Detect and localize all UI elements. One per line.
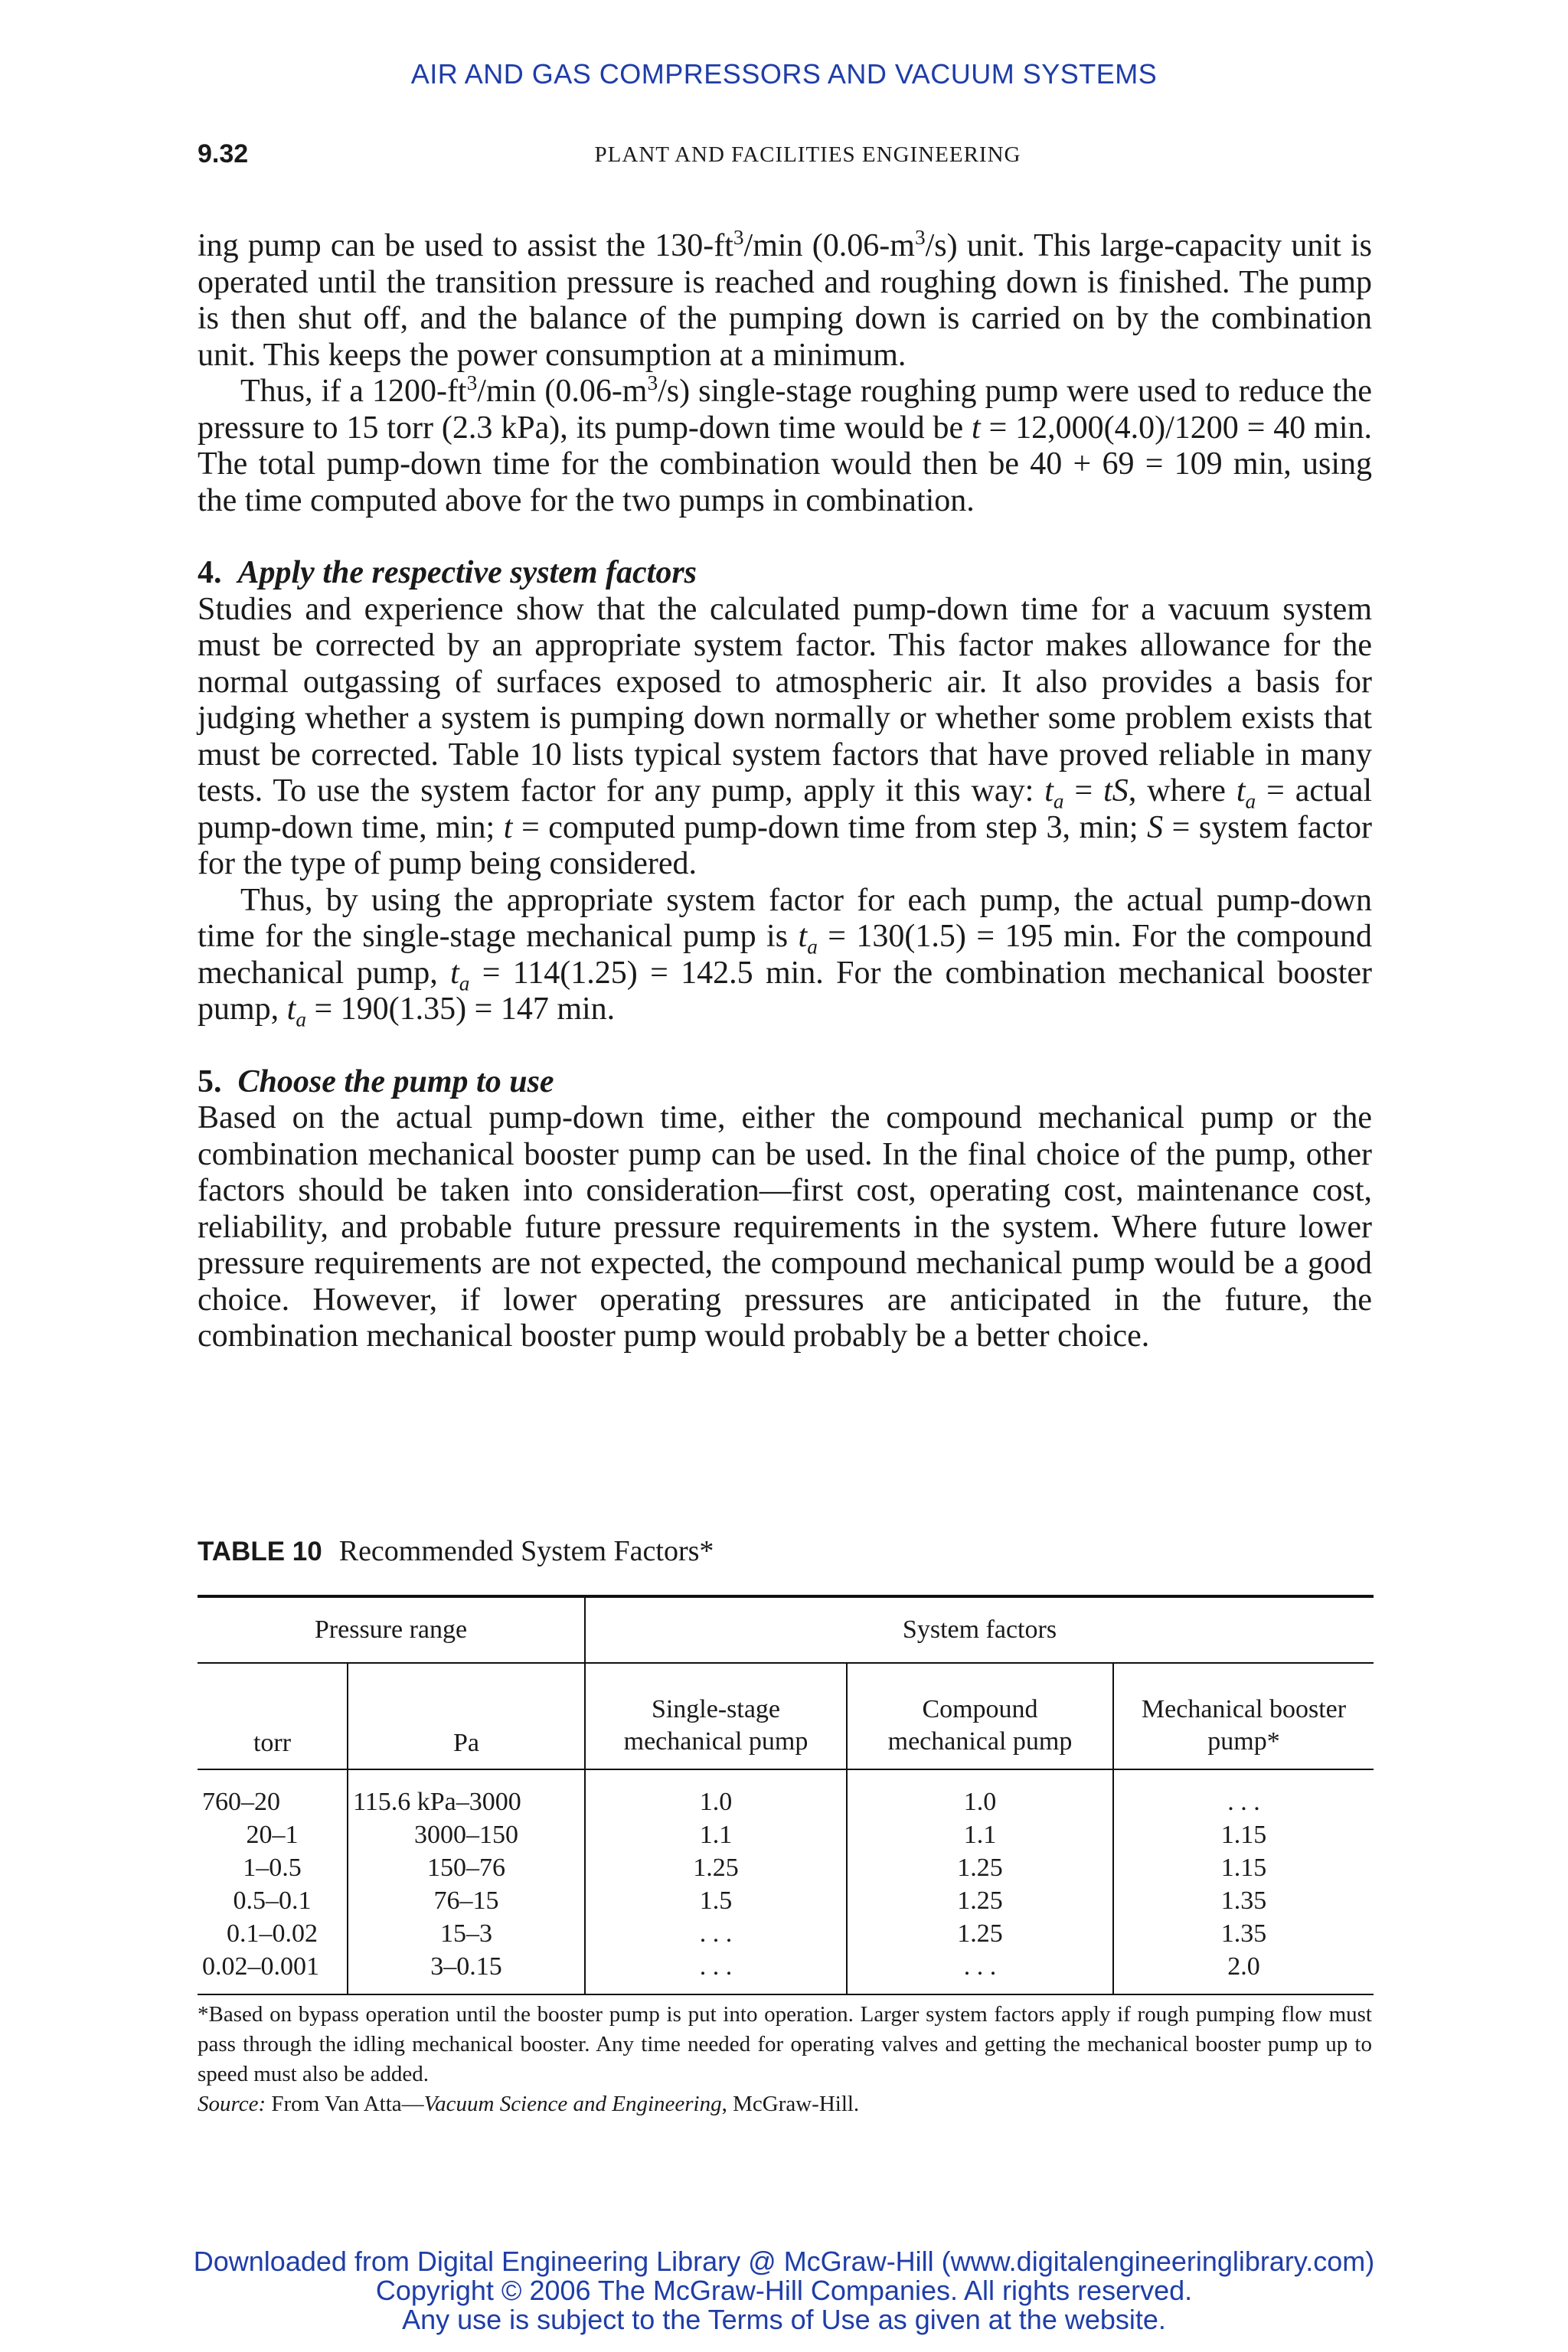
section-heading-4: 4. Apply the respective system factors <box>198 555 697 590</box>
paragraph-5: Based on the actual pump-down time, either the compound mechanical pump or the combination mechanical booster pump can be used. In the final choice of the pump, other factors should be taken into consideration—first cost, operating cost, maintenance cost, reliability, and probable future pressure requirements in the system. Where future lower pressure requirements are not expected, the compound mechanical pump would be a good choice. However, if lower operating pressures are anticipated in the future, the combination mechanical booster pump would probably be a better choice. <box>198 1100 1372 1354</box>
table-row: 0.5–0.1 76–15 1.5 1.25 1.35 <box>198 1884 1374 1917</box>
document-banner: AIR AND GAS COMPRESSORS AND VACUUM SYSTEMS <box>410 58 1158 90</box>
table-caption <box>198 1534 714 1568</box>
table-label: TABLE 10 <box>198 1537 322 1566</box>
paragraph-1: ing pump can be used to assist the $130-ft^3/\min$ $(0.06-m^3/s)$ unit. This large-capacity unit is operated until the transition pressure is reached and roughing down is finished. The pump is then shut off, and the balance of the pumping down is carried on by the combination unit. This keeps the power consumption at a minimum. <box>198 226 1373 373</box>
section-heading-5: 5. Choose the pump to use <box>198 1063 554 1099</box>
credit-line-1[interactable]: Downloaded from Digital Engineering Library @ McGraw-Hill (www.digitalengineeringlibrary.com) <box>193 2246 1375 2277</box>
credit-line-2: Copyright © 2006 The McGraw-Hill Companies. All rights reserved. <box>375 2275 1193 2306</box>
table-row: 0.1–0.02 15–3 . . . 1.25 1.35 <box>198 1917 1374 1950</box>
col-pa: Pa <box>348 1663 585 1769</box>
table-row: 20–1 3000–150 1.1 1.1 1.15 <box>198 1818 1374 1851</box>
page-header <box>198 139 1372 178</box>
paragraph-3: Studies and experience show that the calculated pump-down time for a vacuum system must be corrected by an appropriate system factor. This factor makes allowance for the normal outgassing of surfaces exposed to atmospheric air. It also provides a basis for judging whether a system is pumping down normally or whether some problem exists that must be corrected. Table 10 lists typical system factors that have proved reliable in many tests. To use the system factor for any pump, apply it this way: $t_a$ = tS, where $t_a$ = actual pump-down time, min; t = computed pump-down time from step 3, min; S = system factor for the type of pump being considered. <box>198 591 1373 881</box>
col-single-stage: Single-stage mechanical pump <box>585 1663 847 1769</box>
table-footnote <box>198 2000 1372 2119</box>
source-line: Source: From Van Atta—Vacuum Science and Engineering, McGraw-Hill. <box>198 2092 860 2116</box>
header-system-factors: System factors <box>585 1596 1374 1663</box>
body-text <box>198 228 1372 1355</box>
page-number: 9.32 <box>198 139 249 168</box>
col-booster: Mechanical booster pump* <box>1141 1695 1347 1756</box>
footnote-text: *Based on bypass operation until the booster pump is put into operation. Larger system factors apply if rough pumping flow must pass through the idling mechanical booster. Any time needed for operating valves and getting the mechanical booster pump up to speed must also be added. <box>198 2002 1372 2086</box>
header-pressure-range: Pressure range <box>198 1596 585 1663</box>
col-compound: Compound mechanical pump <box>847 1663 1113 1769</box>
download-credit <box>0 2247 1568 2334</box>
paragraph-4: Thus, by using the appropriate system factor for each pump, the actual pump-down time for the single-stage mechanical pump is $t_a = 130(1.5) = 195$ min. For the compound mechanical pump, $t_a = 114(1.25) = 142.5$ min. For the combination mechanical booster pump, $t_a = 190(1.35) = 147$ min. <box>198 882 1373 1031</box>
table-row: 0.02–0.001 3–0.15 . . . . . . 2.0 <box>198 1950 1374 1994</box>
paragraph-2: Thus, if a $1200-ft^3/\min$ $(0.06-m^3/s)$ single-stage roughing pump were used to reduce the pressure to 15 torr (2.3 kPa), its pump-down time would be t = 12,000(4.0)/1200 = 40 min. The total pump-down time for the combination would then be 40 + 69 = 109 min, using the time computed above for the two pumps in combination. <box>198 371 1373 518</box>
system-factors-table <box>198 1595 1374 1995</box>
col-torr: torr <box>198 1663 348 1769</box>
table-row: 1–0.5 150–76 1.25 1.25 1.15 <box>198 1851 1374 1884</box>
table-row: 760–20 115.6 kPa–3000 1.0 1.0 . . . <box>198 1769 1374 1818</box>
credit-line-3: Any use is subject to the Terms of Use as given at the website. <box>402 2304 1166 2335</box>
table-title: Recommended System Factors* <box>338 1535 714 1567</box>
running-title: PLANT AND FACILITIES ENGINEERING <box>594 142 1021 167</box>
